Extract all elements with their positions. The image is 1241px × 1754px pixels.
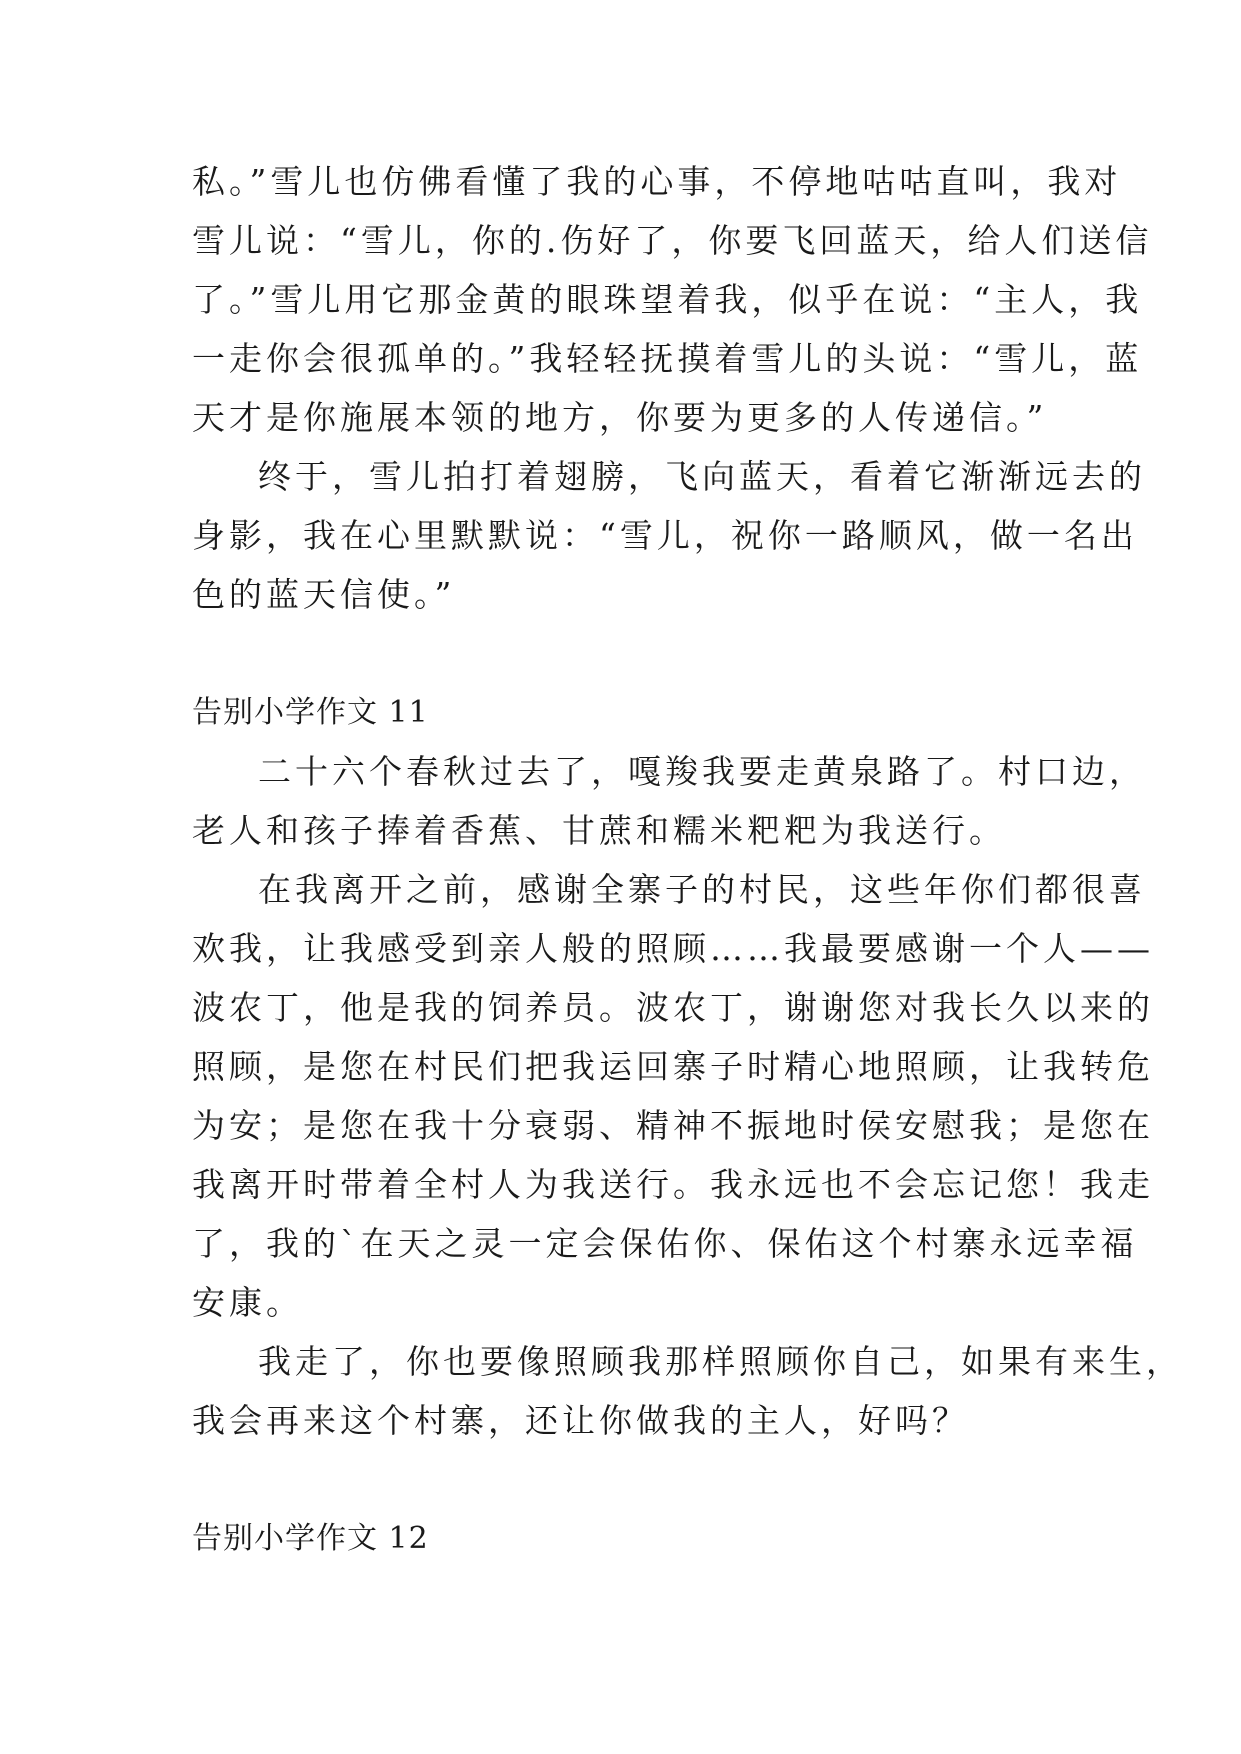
paragraph (192, 1332, 1183, 1450)
text-line: 二十六个春秋过去了，嘎羧我要走黄泉路了。村口边， (258, 752, 1146, 791)
text-line: 我走了，你也要像照顾我那样照顾你自己，如果有来生， (258, 1342, 1183, 1381)
document-body (192, 152, 1183, 1568)
text-line: 私。”雪儿也仿佛看懂了我的心事，不停地咕咕直叫，我对 (192, 162, 1122, 201)
text-line: 身影，我在心里默默说：“雪儿，祝你一路顺风，做一名出 (192, 516, 1138, 555)
text-line: 一走你会很孤单的。”我轻轻抚摸着雪儿的头说：“雪儿，蓝 (192, 339, 1143, 378)
text-line: 我离开时带着全村人为我送行。我永远也不会忘记您！我走 (192, 1165, 1154, 1204)
paragraph (192, 860, 1154, 1332)
section-heading (192, 1509, 1052, 1568)
paragraph (192, 742, 1146, 860)
text-line: 为安；是您在我十分衰弱、精神不振地时侯安慰我；是您在 (192, 1106, 1154, 1145)
section-heading (192, 683, 1052, 742)
text-line: 欢我，让我感受到亲人般的照顾……我最要感谢一个人—— (192, 929, 1154, 968)
text-line: 天才是你施展本领的地方，你要为更多的人传递信。” (192, 398, 1048, 437)
text-line: 安康。 (192, 1283, 303, 1322)
text-line: 终于，雪儿拍打着翅膀，飞向蓝天，看着它渐渐远去的 (258, 457, 1146, 496)
text-line: 我会再来这个村寨，还让你做我的主人，好吗？ (192, 1401, 969, 1440)
heading-text: 告别小学作文 12 (192, 1521, 429, 1556)
text-line: 照顾，是您在村民们把我运回寨子时精心地照顾，让我转危 (192, 1047, 1154, 1086)
text-line: 了，我的`在天之灵一定会保佑你、保佑这个村寨永远幸福 (192, 1224, 1138, 1263)
text-line: 波农丁，他是我的饲养员。波农丁，谢谢您对我长久以来的 (192, 988, 1154, 1027)
text-line: 老人和孩子捧着香蕉、甘蔗和糯米粑粑为我送行。 (192, 811, 1006, 850)
text-line: 在我离开之前，感谢全寨子的村民，这些年你们都很喜 (258, 870, 1146, 909)
text-line: 了。”雪儿用它那金黄的眼珠望着我，似乎在说：“主人，我 (192, 280, 1143, 319)
paragraph (192, 447, 1146, 624)
paragraph (192, 152, 1153, 447)
text-line: 雪儿说：“雪儿，你的.伤好了，你要飞回蓝天，给人们送信 (192, 221, 1153, 260)
heading-text: 告别小学作文 11 (192, 695, 429, 730)
text-line: 色的蓝天信使。” (192, 575, 456, 614)
